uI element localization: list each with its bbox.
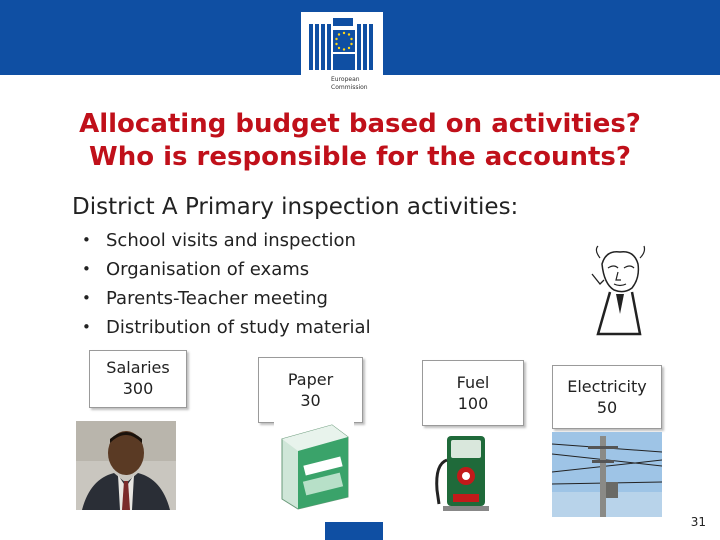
list-item: • Organisation of exams — [82, 255, 371, 284]
cartoon-inspector-image — [588, 244, 650, 336]
salaries-budget-box — [89, 350, 187, 408]
activities-list — [82, 226, 371, 342]
budget-label: Fuel — [456, 373, 490, 392]
title-line1: Allocating budget based on activities? — [79, 109, 641, 139]
footer-flag-band — [325, 522, 383, 540]
list-item: • School visits and inspection — [82, 226, 371, 255]
paper-ream-image — [274, 419, 354, 510]
paper-budget-box — [258, 357, 363, 423]
list-item: • Distribution of study material — [82, 313, 371, 342]
man-portrait-image — [76, 421, 176, 510]
budget-label: Salaries — [106, 358, 170, 377]
list-item: • Parents-Teacher meeting — [82, 284, 371, 313]
slide-title — [0, 108, 720, 174]
commission-building-icon — [307, 16, 377, 74]
budget-value: 100 — [457, 394, 489, 413]
logo-text-line1: European — [331, 76, 360, 83]
budget-value: 30 — [300, 391, 321, 410]
european-commission-logo — [301, 12, 383, 100]
budget-value: 300 — [122, 379, 154, 398]
fuel-budget-box — [422, 360, 524, 426]
budget-label: Electricity — [567, 377, 647, 396]
logo-text-line2: Commission — [331, 84, 368, 91]
budget-value: 50 — [596, 398, 618, 417]
electricity-pole-image — [552, 432, 662, 517]
budget-label: Paper — [287, 370, 334, 389]
fuel-pump-image — [431, 430, 498, 512]
activities-heading: District A Primary inspection activities: — [72, 194, 519, 220]
page-number: 31 — [690, 515, 706, 529]
electricity-budget-box — [552, 365, 662, 429]
logo-text — [331, 76, 383, 92]
title-line2: Who is responsible for the accounts? — [89, 142, 631, 172]
